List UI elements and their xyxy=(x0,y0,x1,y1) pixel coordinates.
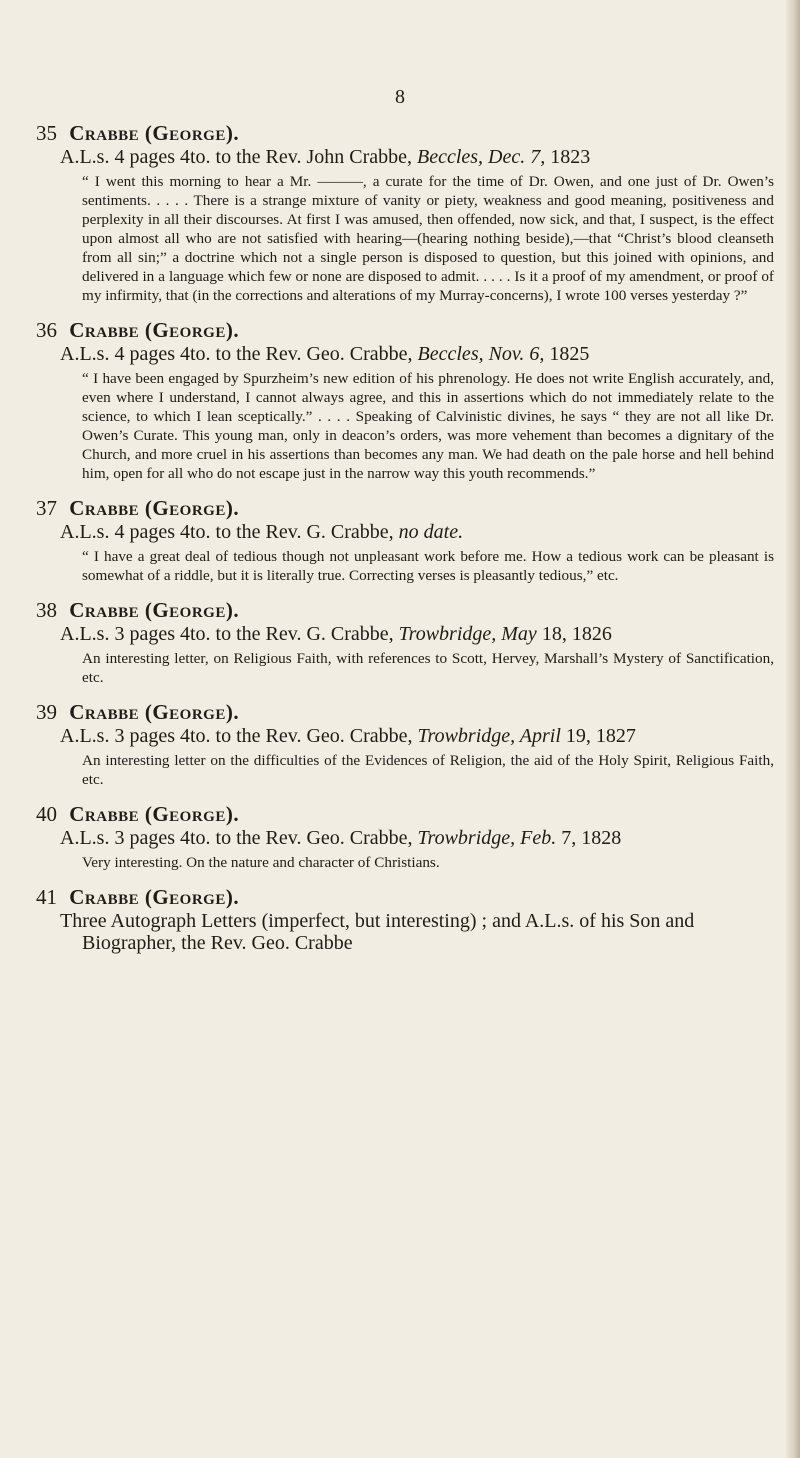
entry-quote: An interesting letter on the difficulties of the Evidences of Religion, the aid of the Holy Spirit, Religious Faith, etc. xyxy=(82,752,774,788)
description-place-date: Beccles, Nov. 6, xyxy=(417,343,545,365)
description-text: Three Autograph Letters (imperfect, but interesting) ; and A.L.s. of his Son and Biographer, the Rev. Geo. Crabbe xyxy=(60,910,695,954)
entry-name: Crabbe (George). xyxy=(69,121,240,145)
catalogue-entry xyxy=(36,884,774,954)
entry-heading xyxy=(36,597,774,623)
description-text: A.L.s. 3 pages 4to. to the Rev. Geo. Crabbe, xyxy=(60,725,418,747)
description-text: A.L.s. 4 pages 4to. to the Rev. Geo. Crabbe, xyxy=(60,343,418,365)
catalogue-entry xyxy=(36,317,774,483)
description-place-date: Trowbridge, May xyxy=(398,623,537,645)
entry-name: Crabbe (George). xyxy=(69,598,240,622)
catalogue-entry xyxy=(36,120,774,305)
entry-name: Crabbe (George). xyxy=(69,885,240,909)
entry-heading xyxy=(36,495,774,521)
page-number: 8 xyxy=(395,86,405,108)
description-text: A.L.s. 4 pages 4to. to the Rev. G. Crabbe, xyxy=(60,521,399,543)
entry-heading xyxy=(36,317,774,343)
entry-description xyxy=(60,725,774,747)
entry-description xyxy=(60,910,774,954)
catalogue-entry xyxy=(36,699,774,789)
entry-heading xyxy=(36,699,774,725)
entry-name: Crabbe (George). xyxy=(69,700,240,724)
description-text: A.L.s. 4 pages 4to. to the Rev. John Crabbe, xyxy=(60,146,417,168)
entry-description xyxy=(60,827,774,849)
entry-heading xyxy=(36,120,774,146)
entry-quote: “ I have a great deal of tedious though not unpleasant work before me. How a tedious work can be pleasant is somewhat of a riddle, but it is literally true. Correcting verses is pleasantly tedious,” etc. xyxy=(82,548,774,584)
description-year: 19, 1827 xyxy=(565,725,636,747)
entry-name: Crabbe (George). xyxy=(69,802,240,826)
catalogue-entries xyxy=(36,120,774,966)
description-year: 18, 1826 xyxy=(541,623,612,645)
description-place-date: Trowbridge, April xyxy=(417,725,561,747)
description-place-date: Trowbridge, Feb. xyxy=(417,827,557,849)
entry-description xyxy=(60,521,774,543)
lot-number: 36 xyxy=(36,318,57,342)
entry-name: Crabbe (George). xyxy=(69,496,240,520)
lot-number: 41 xyxy=(36,885,57,909)
description-text: A.L.s. 3 pages 4to. to the Rev. G. Crabbe, xyxy=(60,623,399,645)
description-text: A.L.s. 3 pages 4to. to the Rev. Geo. Crabbe, xyxy=(60,827,418,849)
page-edge xyxy=(786,0,800,1458)
entry-heading xyxy=(36,884,774,910)
entry-description xyxy=(60,623,774,645)
lot-number: 35 xyxy=(36,121,57,145)
catalogue-entry xyxy=(36,801,774,872)
description-year: 1825 xyxy=(549,343,590,365)
description-year: 7, 1828 xyxy=(561,827,622,849)
description-place-date: Beccles, Dec. 7, xyxy=(416,146,546,168)
description-year: 1823 xyxy=(550,146,591,168)
entry-description xyxy=(60,343,774,365)
lot-number: 40 xyxy=(36,802,57,826)
entry-description xyxy=(60,146,774,168)
description-place-date: no date. xyxy=(398,521,464,543)
catalogue-entry xyxy=(36,495,774,585)
entry-quote: “ I have been engaged by Spurzheim’s new edition of his phrenology. He does not write English accurately, and, even where I understand, I cannot always agree, and this in assertions which do not immediately relate to the science, to which I lean sceptically.” . . . . Speaking of Calvinistic divines, he says “ they are not all like Dr. Owen’s Curate. This young man, only in deacon’s orders, was more vehement than becomes a dignitary of the Church, and more cruel in his assertions than becomes any man. We had death on the pale horse and hell behind him, open for all who do not escape just in the narrow way this youth recommends.” xyxy=(82,370,774,482)
lot-number: 39 xyxy=(36,700,57,724)
entry-heading xyxy=(36,801,774,827)
entry-quote: An interesting letter, on Religious Faith, with references to Scott, Hervey, Marshall’s Mystery of Sanctification, etc. xyxy=(82,650,774,686)
lot-number: 38 xyxy=(36,598,57,622)
catalogue-entry xyxy=(36,597,774,687)
lot-number: 37 xyxy=(36,496,57,520)
entry-quote: Very interesting. On the nature and character of Christians. xyxy=(82,854,440,871)
entry-quote: “ I went this morning to hear a Mr. ———, a curate for the time of Dr. Owen, and one just of Dr. Owen’s sentiments. . . . . There is a strange mixture of vanity or piety, weakness and good meaning, positiveness and perplexity in all their discourses. At first I was amused, then offended, now sick, and that, I suspect, is the effect upon almost all who are not satisfied with hearing—(hearing nothing beside),—that “Christ’s blood cleanseth from all sin;” a doctrine which not a single person is disposed to question, but this joined with opinions, and delivered in a language which few or none are disposed to admit. . . . . Is it a proof of my amendment, or proof of my infirmity, that (in the corrections and alterations of my Murray-concerns), I wrote 100 verses yesterday ?” xyxy=(82,173,774,304)
entry-name: Crabbe (George). xyxy=(69,318,240,342)
